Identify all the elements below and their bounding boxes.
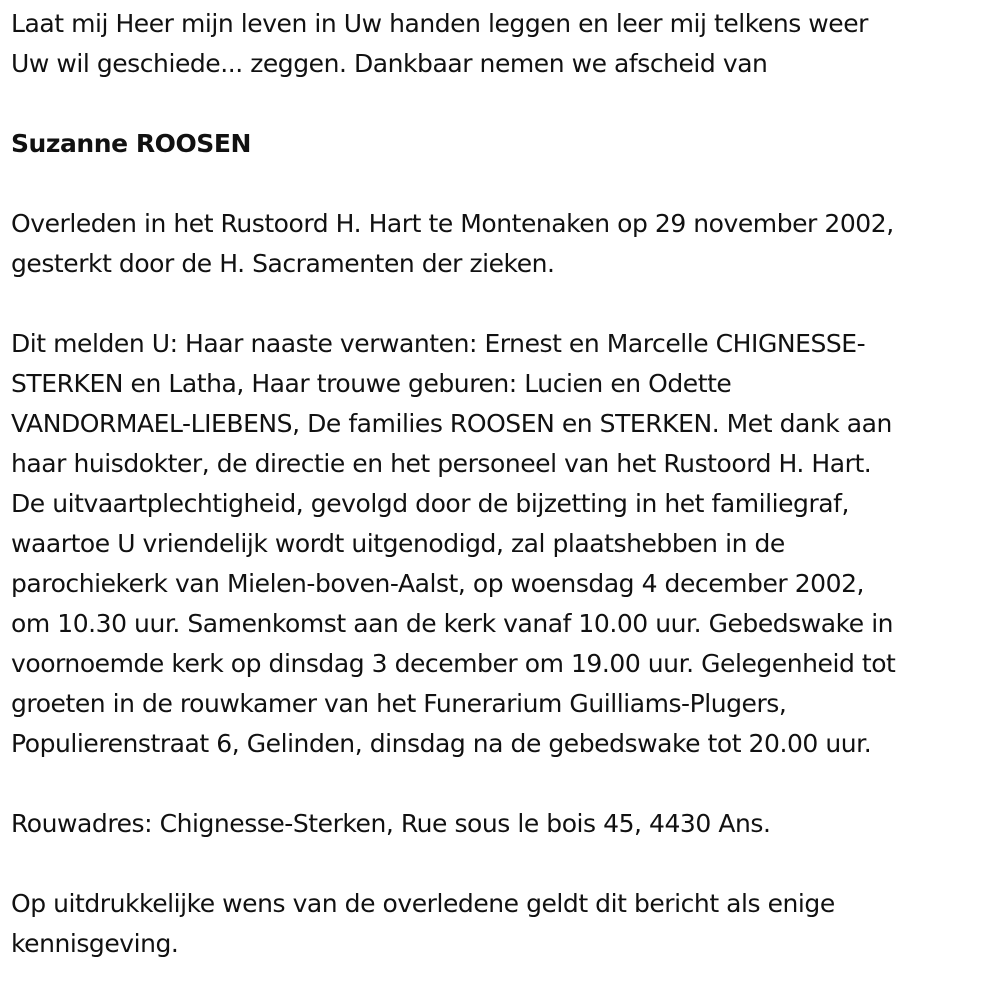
address-paragraph <box>11 804 991 844</box>
text-line: Overleden in het Rustoord H. Hart te Montenaken op 29 november 2002, <box>11 209 894 238</box>
text-line: STERKEN en Latha, Haar trouwe geburen: Lucien en Odette <box>11 369 732 398</box>
text-line: Op uitdrukkelijke wens van de overledene geldt dit bericht als enige <box>11 889 835 918</box>
text-line: Laat mij Heer mijn leven in Uw handen leggen en leer mij telkens weer <box>11 9 868 38</box>
death-notice <box>11 4 991 964</box>
text-line: parochiekerk van Mielen-boven-Aalst, op woensdag 4 december 2002, <box>11 569 865 598</box>
deceased-name-paragraph <box>11 124 991 164</box>
text-line: Dit melden U: Haar naaste verwanten: Ernest en Marcelle CHIGNESSE- <box>11 329 866 358</box>
text-line: kennisgeving. <box>11 929 179 958</box>
text-line: Uw wil geschiede... zeggen. Dankbaar nemen we afscheid van <box>11 49 768 78</box>
text-line: haar huisdokter, de directie en het personeel van het Rustoord H. Hart. <box>11 449 872 478</box>
opening-paragraph <box>11 4 991 84</box>
text-line: groeten in de rouwkamer van het Funerarium Guilliams-Plugers, <box>11 689 787 718</box>
text-line: De uitvaartplechtigheid, gevolgd door de bijzetting in het familiegraf, <box>11 489 850 518</box>
announcement-paragraph <box>11 324 991 764</box>
text-line: Rouwadres: Chignesse-Sterken, Rue sous le bois 45, 4430 Ans. <box>11 809 771 838</box>
closing-paragraph <box>11 884 991 964</box>
text-line: voornoemde kerk op dinsdag 3 december om 19.00 uur. Gelegenheid tot <box>11 649 896 678</box>
text-line: waartoe U vriendelijk wordt uitgenodigd, zal plaatshebben in de <box>11 529 785 558</box>
text-line: om 10.30 uur. Samenkomst aan de kerk vanaf 10.00 uur. Gebedswake in <box>11 609 894 638</box>
text-line: gesterkt door de H. Sacramenten der zieken. <box>11 249 555 278</box>
death-paragraph <box>11 204 991 284</box>
deceased-name: Suzanne ROOSEN <box>11 129 251 158</box>
text-line: Populierenstraat 6, Gelinden, dinsdag na de gebedswake tot 20.00 uur. <box>11 729 872 758</box>
text-line: VANDORMAEL-LIEBENS, De families ROOSEN en STERKEN. Met dank aan <box>11 409 892 438</box>
